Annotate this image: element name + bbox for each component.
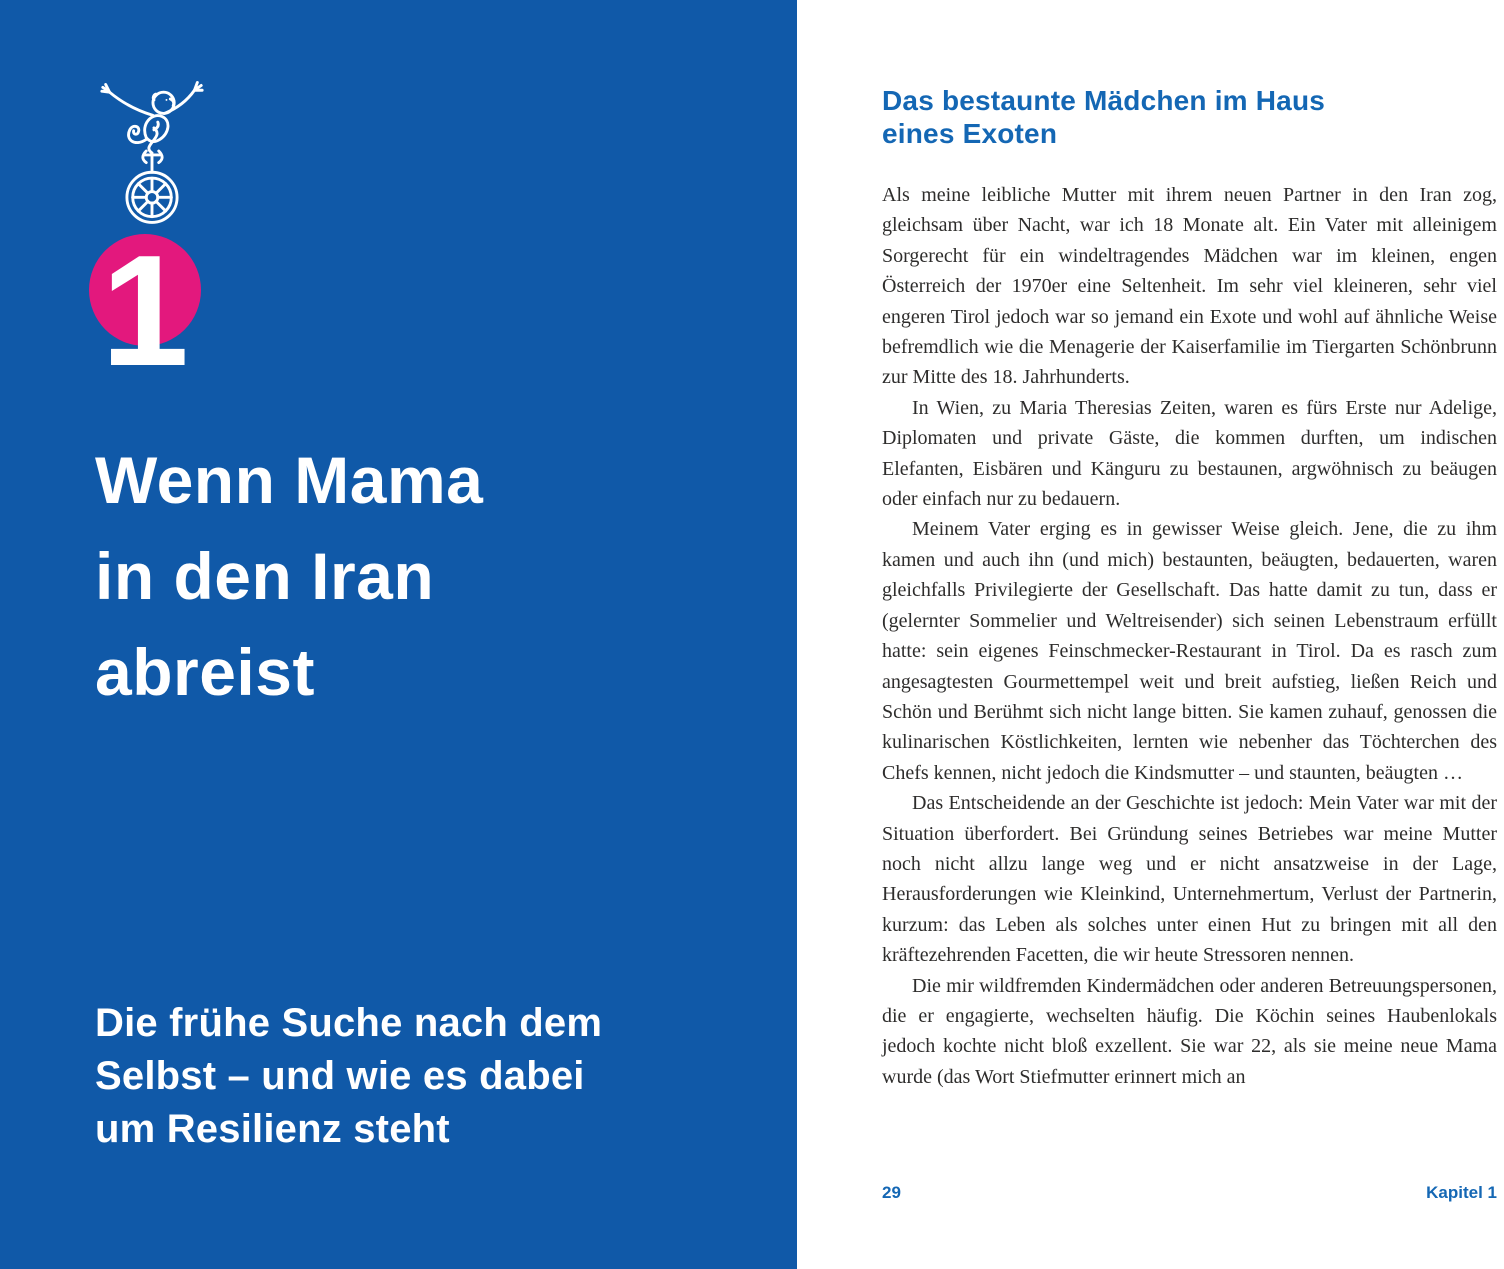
section-heading (882, 84, 1325, 150)
section-heading-line: Das bestaunte Mädchen im Haus (882, 85, 1326, 116)
page-footer (882, 1183, 1497, 1203)
chapter-subtitle-line: um Resilienz steht (95, 1107, 450, 1151)
monkey-unicycle-illustration (83, 70, 221, 234)
chapter-subtitle-line: Die frühe Suche nach dem (95, 1001, 603, 1045)
chapter-subtitle-line: Selbst – und wie es dabei (95, 1054, 585, 1098)
paragraph: In Wien, zu Maria Theresias Zeiten, waren es fürs Erste nur Adelige, Diplomaten und private Gäste, die kommen durften, um indischen Elefanten, Eisbären und Känguru zu bestaunen, argwöhnisch zu beäugen oder einfach nur zu bedauern. (882, 396, 1497, 511)
text-page (797, 0, 1504, 1269)
chapter-title (95, 432, 483, 720)
paragraph: Die mir wildfremden Kindermädchen oder anderen Betreuungspersonen, die er engagierte, wechselten häufig. Die Köchin seines Haubenlokals jedoch kochte nicht bloß exzellent. Sie war 22, als sie meine neue Mama wurde (das Wort Stiefmutter erinnert mich an (882, 974, 1497, 1088)
chapter-title-line: abreist (95, 635, 315, 709)
paragraph: Das Entscheidende an der Geschichte ist jedoch: Mein Vater war mit der Situation überfordert. Bei Gründung seines Betriebes war meine Mutter noch nicht allzu lange weg und er nicht ansatzweise in der Lage, Herausforderungen wie Kleinkind, Unternehmertum, Verlust der Partnerin, kurzum: das Leben als solches unter einen Hut zu bringen mit all den kräftezehrenden Facetten, die wir heute Stressoren nennen. (882, 792, 1497, 967)
page-number: 29 (882, 1183, 901, 1202)
chapter-title-line: in den Iran (95, 539, 435, 613)
chapter-running-head: Kapitel 1 (1426, 1183, 1497, 1202)
body-text (882, 180, 1497, 1092)
chapter-title-line: Wenn Mama (95, 443, 484, 517)
paragraph: Meinem Vater erging es in gewisser Weise gleich. Jene, die zu ihm kamen und auch ihn (und mich) bestaunten, beäugten, bedauerten, waren gleichfalls Privilegierte der Gesellschaft. Das hatte damit zu tun, dass er (gelernter Sommelier und Weltreisender) sich seinen Lebenstraum erfüllt hatte: sein eigenes Feinschmecker-Restaurant in Tirol. Da es rasch zum angesagtesten Gourmettempel weit und breit aufstieg, ließen Reich und Schön und Berühmt sich nicht lange bitten. Sie kamen zuhauf, genossen die kulinarischen Köstlichkeiten, lernten wie nebenher das Töchterchen des Chefs kennen, nicht jedoch die Kindsmutter – und staunten, beäugten … (882, 518, 1497, 784)
chapter-subtitle (95, 997, 602, 1156)
section-heading-line: eines Exoten (882, 118, 1058, 149)
paragraph: Als meine leibliche Mutter mit ihrem neuen Partner in den Iran zog, gleichsam über Nacht, war ich 18 Monate alt. Ein Vater mit alleinigem Sorgerecht für ein windeltragendes Mädchen war im kleinen, engen Österreich der 1970er eine Seltenheit. Im sehr viel kleineren, sehr viel engeren Tirol jedoch war so jemand ein Exote und wohl auf ähnliche Weise befremdlich wie die Menagerie der Kaiserfamilie im Tiergarten Schönbrunn zur Mitte des 18. Jahrhunderts. (882, 184, 1497, 389)
chapter-number: 1 (101, 223, 189, 399)
